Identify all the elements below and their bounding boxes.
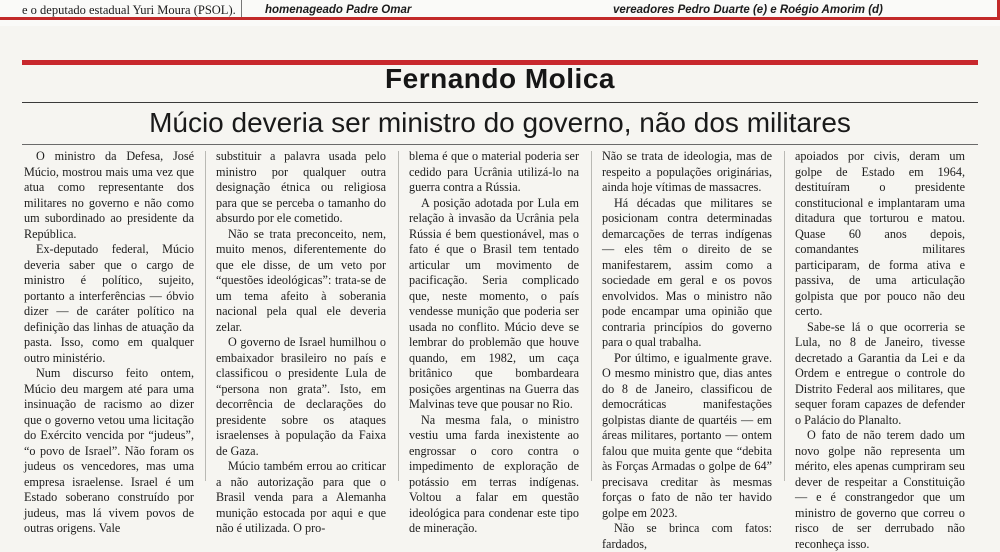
author-underline xyxy=(22,102,978,103)
photo-caption-middle: homenageado Padre Omar xyxy=(265,4,412,16)
paragraph: O ministro da Defesa, José Múcio, mostrou mais uma vez que atua como representante dos militares no governo e não como um subordinado ao presidente da República. xyxy=(24,149,194,241)
paragraph: substituir a palavra usada pelo ministro por qualquer outra designação étnica ou religiosa para que se perceba o tamanho do absurdo por ele cometido. xyxy=(216,149,386,225)
paragraph: Múcio também errou ao criticar a não autorização para que o Brasil venda para a Alemanha munição estocada por aqui e que não é utilizada. O pro- xyxy=(216,459,386,535)
previous-page-strip xyxy=(0,0,1000,26)
paragraph: O fato de não terem dado um novo golpe não representa um mérito, eles apenas cumpriram seu dever de respeitar a Constituição — e é constrangedor que um ministro de governo que correu o risco de ser derrubado não reconheça isso. xyxy=(795,428,965,551)
text-column-5 xyxy=(795,149,965,551)
column-divider xyxy=(205,151,206,481)
paragraph: O governo de Israel humilhou o embaixador brasileiro no país e classificou o presidente Lula de “persona non grata”. Isto, em decorrência de declarações do presidente sobre os ataques israelenses à população da Faixa de Gaza. xyxy=(216,335,386,458)
paragraph: Na mesma fala, o ministro vestiu uma farda inexistente ao engrossar o coro contra o impedimento de exploração de potássio em terras indígenas. Voltou a falar em questão ideológica para condenar este tipo de mineração. xyxy=(409,412,579,535)
paragraph: Por último, e igualmente grave. O mesmo ministro que, dias antes do 8 de Janeiro, classificou de democráticas manifestações golpistas diante de quartéis — em áreas militares, portanto — ontem falou que muita gente que “debita às Forças Armadas o golpe de 64” precisava creditar às mesmas forças o fato de não ter havido golpe em 2023. xyxy=(602,350,772,520)
paragraph: Há décadas que militares se posicionam contra determinadas demarcações de terras indígenas — eles têm o direito de se manifestarem, assim como a sociedade em geral e os povos envolvidos. Mas o ministro não pode encampar uma opinião que contraria princípios do governo para o qual trabalha. xyxy=(602,195,772,349)
headline-underline xyxy=(22,144,978,145)
text-column-4 xyxy=(602,149,772,551)
article-headline: Múcio deveria ser ministro do governo, não dos militares xyxy=(149,107,851,138)
article-body xyxy=(24,149,992,551)
box-frame-corner xyxy=(986,0,1000,20)
column-divider xyxy=(591,151,592,481)
photo-caption-left: e o deputado estadual Yuri Moura (PSOL). xyxy=(22,3,236,17)
paragraph: Não se trata preconceito, nem, muito menos, diferentemente do que ele disse, de um veto por “questões ideológicas”: trata-se de um tema afeito à soberania nacional pela qual ele deveria zelar. xyxy=(216,226,386,334)
photo-caption-right: vereadores Pedro Duarte (e) e Roégio Amorim (d) xyxy=(613,4,883,16)
column-author: Fernando Molica xyxy=(385,63,615,94)
text-column-2 xyxy=(216,149,386,535)
paragraph: Ex-deputado federal, Múcio deveria saber que o cargo de ministro é político, sujeito, portanto a interferências — óbvio dizer — de caráter político na definição das linhas de atuação da pasta. Isso, como em qualquer outro ministério. xyxy=(24,242,194,365)
column-divider xyxy=(398,151,399,481)
paragraph: Sabe-se lá o que ocorreria se Lula, no 8 de Janeiro, tivesse decretado a Garantia da Lei e da Ordem e entregue o controle do Distrito Federal aos militares, que sequer foram capazes de defender o Palácio do Planalto. xyxy=(795,319,965,427)
text-column-1 xyxy=(24,149,194,535)
paragraph: apoiados por civis, deram um golpe de Estado em 1964, destituíram o presidente constitucional e implantaram uma ditadura que torturou e matou. Quase 60 anos depois, comandantes militares participaram, de forma ativa e passiva, de uma articulação golpista que por pouco não deu certo. xyxy=(795,149,965,318)
text-column-3 xyxy=(409,149,579,535)
column-divider xyxy=(784,151,785,481)
box-frame-bottom xyxy=(0,17,1000,20)
paragraph: Não se brinca com fatos: fardados, xyxy=(602,521,772,551)
paragraph: blema é que o material poderia ser cedido para Ucrânia utilizá-lo na guerra contra a Rússia. xyxy=(409,149,579,194)
paragraph: Não se trata de ideologia, mas de respeito a populações originárias, ainda hoje vítimas de massacres. xyxy=(602,149,772,194)
paragraph: Num discurso feito ontem, Múcio deu margem até para uma insinuação de racismo ao dizer que o governo vetou uma licitação do Exército vencida por “judeus”, “o povo de Israel”. Não foram os judeus os vencedores, mas uma empresa israelense. Israel é um Estado soberano construído por judeus, mas lá vivem povos de outras origens. Vale xyxy=(24,366,194,535)
paragraph: A posição adotada por Lula em relação à invasão da Ucrânia pela Rússia é bem questionável, mas o fato é que o Brasil tem tentado articular um movimento de pacificação. Seria complicado que, neste momento, o país vendesse munição que poderia ser usada no conflito. Múcio deve se lembrar do problemão que houve quando, em 1982, um caça britânico que bombardeara posições argentinas na Guerra das Malvinas teve que pousar no Rio. xyxy=(409,195,579,411)
